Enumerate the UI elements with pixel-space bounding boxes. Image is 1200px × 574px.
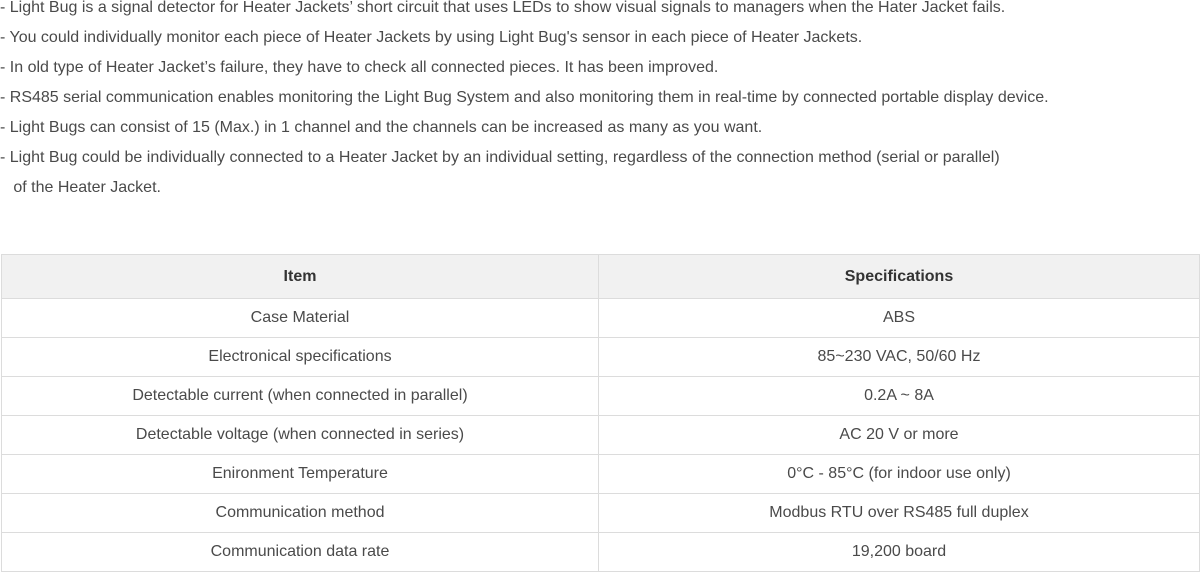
table-row <box>2 533 1200 572</box>
description-line-6: - Light Bug could be individually connected to a Heater Jacket by an individual setting, regardless of the connection method (serial or parallel) <box>0 149 1000 166</box>
description-line-7: of the Heater Jacket. <box>0 179 161 196</box>
description-line-3: - In old type of Heater Jacket’s failure, they have to check all connected pieces. It has been improved. <box>0 59 719 76</box>
description-line-5: - Light Bugs can consist of 15 (Max.) in 1 channel and the channels can be increased as many as you want. <box>0 119 763 136</box>
table-row <box>2 299 1200 338</box>
description-line-2: - You could individually monitor each piece of Heater Jackets by using Light Bug's sensor in each piece of Heater Jackets. <box>0 29 863 46</box>
spec-cell: 0.2A ~ 8A <box>599 377 1200 416</box>
item-cell: Detectable current (when connected in parallel) <box>2 377 599 416</box>
spec-cell: AC 20 V or more <box>599 416 1200 455</box>
item-cell: Communication method <box>2 494 599 533</box>
table-row <box>2 455 1200 494</box>
item-cell: Detectable voltage (when connected in series) <box>2 416 599 455</box>
table-row <box>2 377 1200 416</box>
specifications-table <box>1 254 1200 572</box>
spec-cell: Modbus RTU over RS485 full duplex <box>599 494 1200 533</box>
description-line-1: - Light Bug is a signal detector for Heater Jackets’ short circuit that uses LEDs to show visual signals to managers when the Hater Jacket fails. <box>0 0 1006 16</box>
table-header-row <box>2 255 1200 299</box>
table-row <box>2 494 1200 533</box>
column-header-specifications: Specifications <box>599 255 1200 299</box>
description-line-4: - RS485 serial communication enables monitoring the Light Bug System and also monitoring them in real-time by connected portable display device. <box>0 89 1049 106</box>
spec-cell: ABS <box>599 299 1200 338</box>
item-cell: Enironment Temperature <box>2 455 599 494</box>
table-row <box>2 416 1200 455</box>
column-header-item: Item <box>2 255 599 299</box>
spec-cell: 19,200 board <box>599 533 1200 572</box>
spec-cell: 0°C - 85°C (for indoor use only) <box>599 455 1200 494</box>
item-cell: Electronical specifications <box>2 338 599 377</box>
table-row <box>2 338 1200 377</box>
item-cell: Case Material <box>2 299 599 338</box>
item-cell: Communication data rate <box>2 533 599 572</box>
spec-cell: 85~230 VAC, 50/60 Hz <box>599 338 1200 377</box>
